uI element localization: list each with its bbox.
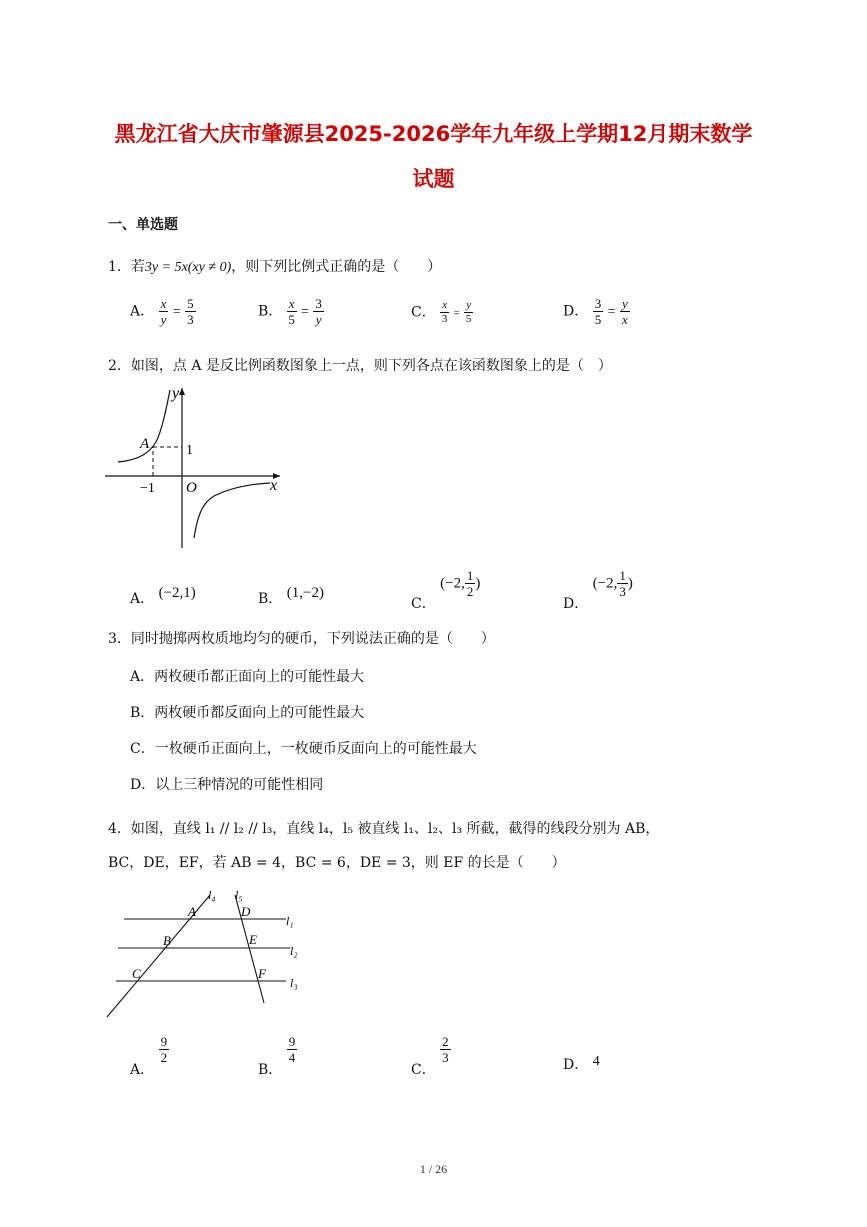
q3-option-b[interactable]: B．两枚硬币都反面向上的可能性最大 [130,705,365,721]
label-x: x [270,477,278,494]
fraction: $\frac{x}{5}$ [288,296,295,327]
fraction: $\frac{9}{4}$ [288,1034,296,1065]
fraction: $\frac{1}{2}$ [466,568,474,599]
q4-option-a[interactable]: A． $\frac{9}{2}$ [130,1034,168,1078]
fraction: $\frac{y}{5}$ [465,299,472,325]
option-letter: D． [563,303,589,320]
label-l2: l₂ [290,944,298,958]
question-1 [108,256,441,276]
fraction: $\frac{9}{2}$ [160,1034,168,1065]
question-4-line2: BC，DE，EF，若 AB = 4，BC = 6，DE = 3，则 EF 的长是（ ） [108,855,566,871]
question-4-line1 [108,818,659,838]
label-d: D [241,904,251,919]
fraction: $\frac{x}{3}$ [441,299,448,325]
q2-option-b[interactable]: B． (1,−2) [258,585,324,607]
fraction: $\frac{y}{x}$ [622,296,628,327]
fraction: $\frac{5}{3}$ [187,296,194,327]
option-letter: B． [258,303,283,320]
q4-option-b[interactable]: B． $\frac{9}{4}$ [258,1034,296,1078]
q4-text-line1: 如图，直线 l₁ // l₂ // l₃，直线 l₄，l₅ 被直线 l₁、l₂、l₃ 所截，截得的线段分别为 AB， [130,821,660,837]
q2-option-d[interactable]: D． (−2, $\frac{1}{3}$ ) [563,568,633,612]
q1-number: 1． [108,259,131,275]
q1-text: ，则下列比例式正确的是（ ） [231,259,442,275]
label-l1: l₁ [286,914,294,928]
q2-option-c[interactable]: C． (−2, $\frac{1}{2}$ ) [411,568,481,612]
q4-option-d[interactable]: D． 4 [563,1054,600,1073]
q2-hyperbola-graph [100,380,300,555]
y-axis-arrow [179,388,185,395]
label-one: 1 [186,443,193,458]
q1-condition: 3y = 5x(xy ≠ 0) [144,260,232,275]
label-l5: l₅ [235,888,243,902]
label-c: C [132,966,141,981]
q3-option-d[interactable]: D．以上三种情况的可能性相同 [130,777,324,793]
label-e: E [249,932,257,947]
page-number: 1 / 26 [419,1162,448,1176]
fraction: $\frac{2}{3}$ [442,1034,449,1065]
q3-number: 3． [108,631,131,647]
q4-option-c[interactable]: C． $\frac{2}{3}$ [411,1034,449,1078]
q1-option-a[interactable]: A． $\frac{x}{y}$ = $\frac{5}{3}$ [130,296,194,327]
doc-title-line1: 黑龙江省大庆市肇源县2025-2026学年九年级上学期12月期末数学 [114,122,753,146]
fraction: $\frac{x}{y}$ [160,296,167,327]
q3-option-c[interactable]: C．一枚硬币正面向上，一枚硬币反面向上的可能性最大 [130,741,477,757]
question-3 [108,628,495,648]
label-point-a: A [140,436,150,452]
hyperbola-branch-right [194,483,270,538]
q1-option-b[interactable]: B． $\frac{x}{5}$ = $\frac{3}{y}$ [258,296,322,327]
q1-pre: 若 [130,259,145,275]
label-l3: l₃ [290,976,298,990]
label-f: F [258,966,266,981]
q1-option-c[interactable]: C． $\frac{x}{3}$ = $\frac{y}{5}$ [411,299,472,325]
label-b: B [163,933,171,948]
section-heading: 一、单选题 [108,217,178,233]
q4-number: 4． [108,821,131,837]
q2-option-a[interactable]: A． (−2,1) [130,585,196,607]
option-letter: A． [130,303,155,320]
fraction: $\frac{3}{y}$ [315,296,322,327]
label-y: y [172,385,180,402]
q3-text: 同时抛掷两枚质地均匀的硬币，下列说法正确的是（ ） [130,631,495,647]
q4-parallel-lines-figure [100,885,320,1025]
fraction: $\frac{3}{5}$ [594,296,602,327]
question-2 [108,355,612,375]
q1-option-d[interactable]: D． $\frac{3}{5}$ = $\frac{y}{x}$ [563,296,628,327]
doc-title-line2: 试题 [412,167,455,191]
q2-number: 2． [108,358,131,374]
label-l4: l₄ [208,888,216,902]
option-letter: C． [411,304,436,321]
label-a: A [188,904,196,919]
fraction: $\frac{1}{3}$ [619,568,626,599]
q3-option-a[interactable]: A．两枚硬币都正面向上的可能性最大 [130,669,365,685]
q2-text: 如图，点 A 是反比例函数图象上一点，则下列各点在该函数图象上的是（ ） [130,358,612,374]
label-neg-one: −1 [140,481,155,496]
label-origin: O [186,480,197,496]
